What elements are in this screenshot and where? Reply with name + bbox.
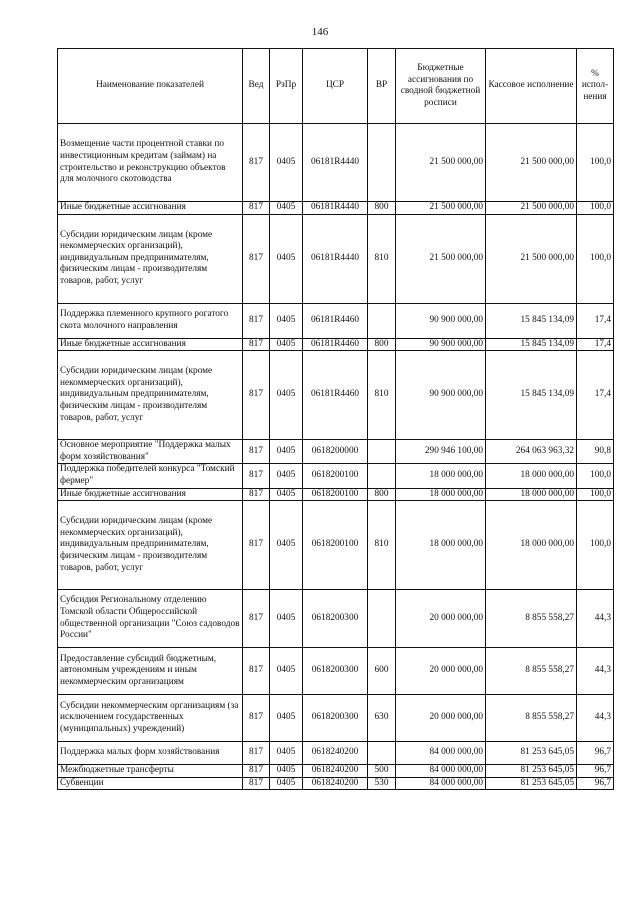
cell-csr: 06181R4440 [303,202,368,215]
cell-executed: 81 253 645,05 [486,742,577,765]
cell-executed: 21 500 000,00 [486,124,577,202]
cell-name: Субсидии юридическим лицам (кроме некоммерческих организаций), индивидуальным предпринимателям, физическим лицам - производителям товаров, работ, услуг [58,501,243,590]
cell-ved: 817 [243,765,270,778]
cell-assigned: 84 000 000,00 [396,777,486,790]
cell-assigned: 18 000 000,00 [396,488,486,501]
cell-ved: 817 [243,695,270,742]
budget-table [57,48,614,790]
table-row [58,777,614,790]
cell-ved: 817 [243,777,270,790]
cell-csr: 0618200100 [303,488,368,501]
cell-executed: 8 855 558,27 [486,695,577,742]
cell-executed: 15 845 134,09 [486,338,577,351]
cell-csr: 0618200300 [303,590,368,648]
table-row [58,590,614,648]
cell-assigned: 21 500 000,00 [396,214,486,303]
cell-name: Основное мероприятие "Поддержка малых форм хозяйствования" [58,440,243,464]
cell-ved: 817 [243,648,270,695]
cell-executed: 8 855 558,27 [486,648,577,695]
cell-ved: 817 [243,338,270,351]
cell-ved: 817 [243,124,270,202]
cell-rzpr: 0405 [270,777,303,790]
cell-assigned: 21 500 000,00 [396,124,486,202]
cell-csr: 0618240200 [303,765,368,778]
cell-percent: 96,7 [577,765,614,778]
table-body [58,124,614,790]
cell-assigned: 18 000 000,00 [396,464,486,488]
cell-csr: 0618200000 [303,440,368,464]
header-rzpr: РзПр [270,49,303,124]
cell-vr: 530 [368,777,396,790]
cell-name: Иные бюджетные ассигнования [58,202,243,215]
table-row [58,202,614,215]
cell-assigned: 18 000 000,00 [396,501,486,590]
cell-vr: 800 [368,338,396,351]
cell-percent: 44,3 [577,648,614,695]
cell-name: Поддержка малых форм хозяйствования [58,742,243,765]
table-header-row [58,49,614,124]
cell-name: Поддержка победителей конкурса "Томский фермер" [58,464,243,488]
cell-rzpr: 0405 [270,590,303,648]
cell-vr: 810 [368,501,396,590]
cell-csr: 06181R4440 [303,124,368,202]
cell-rzpr: 0405 [270,648,303,695]
cell-ved: 817 [243,214,270,303]
cell-vr: 810 [368,214,396,303]
header-executed: Кассовое исполнение [486,49,577,124]
cell-ved: 817 [243,202,270,215]
cell-percent: 96,7 [577,742,614,765]
cell-vr: 810 [368,351,396,440]
cell-name: Поддержка племенного крупного рогатого скота молочного направления [58,303,243,338]
table-row [58,124,614,202]
cell-percent: 100,0 [577,202,614,215]
cell-percent: 44,3 [577,590,614,648]
cell-executed: 18 000 000,00 [486,488,577,501]
cell-name: Иные бюджетные ассигнования [58,488,243,501]
cell-assigned: 21 500 000,00 [396,202,486,215]
table-row [58,464,614,488]
cell-name: Субсидии юридическим лицам (кроме некоммерческих организаций), индивидуальным предпринимателям, физическим лицам - производителям товаров, работ, услуг [58,351,243,440]
cell-rzpr: 0405 [270,440,303,464]
cell-vr [368,742,396,765]
cell-name: Межбюджетные трансферты [58,765,243,778]
cell-csr: 0618240200 [303,742,368,765]
cell-assigned: 20 000 000,00 [396,648,486,695]
cell-csr: 0618200300 [303,648,368,695]
cell-name: Субсидия Региональному отделению Томской области Общероссийской общественной организации "Союз садоводов России" [58,590,243,648]
table-row [58,648,614,695]
cell-percent: 100,0 [577,464,614,488]
cell-ved: 817 [243,464,270,488]
table-row [58,501,614,590]
page-number: 146 [311,26,329,38]
cell-name: Иные бюджетные ассигнования [58,338,243,351]
cell-vr: 630 [368,695,396,742]
cell-assigned: 290 946 100,00 [396,440,486,464]
cell-vr [368,303,396,338]
cell-percent: 44,3 [577,695,614,742]
cell-rzpr: 0405 [270,501,303,590]
cell-vr [368,464,396,488]
cell-ved: 817 [243,590,270,648]
cell-executed: 21 500 000,00 [486,202,577,215]
header-percent: % испол- нения [577,49,614,124]
cell-rzpr: 0405 [270,202,303,215]
cell-executed: 81 253 645,05 [486,777,577,790]
table-row [58,440,614,464]
cell-csr: 0618200300 [303,695,368,742]
cell-percent: 96,7 [577,777,614,790]
cell-ved: 817 [243,501,270,590]
header-assigned: Бюджетные ассигнования по сводной бюджетной росписи [396,49,486,124]
cell-percent: 17,4 [577,351,614,440]
cell-assigned: 84 000 000,00 [396,765,486,778]
header-vr: ВР [368,49,396,124]
header-ved: Вед [243,49,270,124]
table-row [58,214,614,303]
cell-assigned: 90 900 000,00 [396,351,486,440]
table-row [58,742,614,765]
cell-rzpr: 0405 [270,488,303,501]
cell-rzpr: 0405 [270,303,303,338]
cell-csr: 0618240200 [303,777,368,790]
cell-percent: 100,0 [577,488,614,501]
cell-vr: 500 [368,765,396,778]
cell-vr: 800 [368,202,396,215]
cell-vr: 600 [368,648,396,695]
cell-executed: 18 000 000,00 [486,501,577,590]
cell-name: Предоставление субсидий бюджетным, автономным учреждениям и иным некоммерческим организациям [58,648,243,695]
cell-percent: 90,8 [577,440,614,464]
cell-rzpr: 0405 [270,695,303,742]
cell-ved: 817 [243,440,270,464]
cell-executed: 15 845 134,09 [486,351,577,440]
cell-executed: 15 845 134,09 [486,303,577,338]
cell-executed: 8 855 558,27 [486,590,577,648]
cell-csr: 06181R4440 [303,214,368,303]
cell-csr: 06181R4460 [303,338,368,351]
cell-rzpr: 0405 [270,214,303,303]
cell-executed: 264 063 963,32 [486,440,577,464]
cell-rzpr: 0405 [270,765,303,778]
header-name: Наименование показателей [58,49,243,124]
table-row [58,338,614,351]
table-row [58,351,614,440]
cell-csr: 0618200100 [303,464,368,488]
cell-csr: 0618200100 [303,501,368,590]
cell-vr [368,440,396,464]
cell-name: Возмещение части процентной ставки по инвестиционным кредитам (займам) на строительство и реконструкцию объектов для молочного скотоводства [58,124,243,202]
cell-name: Субвенции [58,777,243,790]
cell-ved: 817 [243,303,270,338]
cell-assigned: 90 900 000,00 [396,338,486,351]
cell-csr: 06181R4460 [303,351,368,440]
cell-ved: 817 [243,351,270,440]
table-row [58,765,614,778]
cell-rzpr: 0405 [270,742,303,765]
cell-rzpr: 0405 [270,124,303,202]
cell-assigned: 84 000 000,00 [396,742,486,765]
cell-percent: 100,0 [577,124,614,202]
cell-percent: 100,0 [577,501,614,590]
cell-ved: 817 [243,488,270,501]
table-row [58,695,614,742]
cell-rzpr: 0405 [270,464,303,488]
cell-rzpr: 0405 [270,338,303,351]
cell-ved: 817 [243,742,270,765]
cell-csr: 06181R4460 [303,303,368,338]
cell-rzpr: 0405 [270,351,303,440]
cell-vr: 800 [368,488,396,501]
cell-assigned: 20 000 000,00 [396,590,486,648]
cell-percent: 100,0 [577,214,614,303]
cell-percent: 17,4 [577,338,614,351]
table-row [58,488,614,501]
cell-assigned: 20 000 000,00 [396,695,486,742]
cell-name: Субсидии некоммерческим организациям (за исключением государственных (муниципальных) учреждений) [58,695,243,742]
cell-executed: 21 500 000,00 [486,214,577,303]
cell-percent: 17,4 [577,303,614,338]
cell-executed: 81 253 645,05 [486,765,577,778]
cell-assigned: 90 900 000,00 [396,303,486,338]
cell-name: Субсидии юридическим лицам (кроме некоммерческих организаций), индивидуальным предпринимателям, физическим лицам - производителям товаров, работ, услуг [58,214,243,303]
table-row [58,303,614,338]
header-csr: ЦСР [303,49,368,124]
cell-vr [368,124,396,202]
cell-executed: 18 000 000,00 [486,464,577,488]
cell-vr [368,590,396,648]
